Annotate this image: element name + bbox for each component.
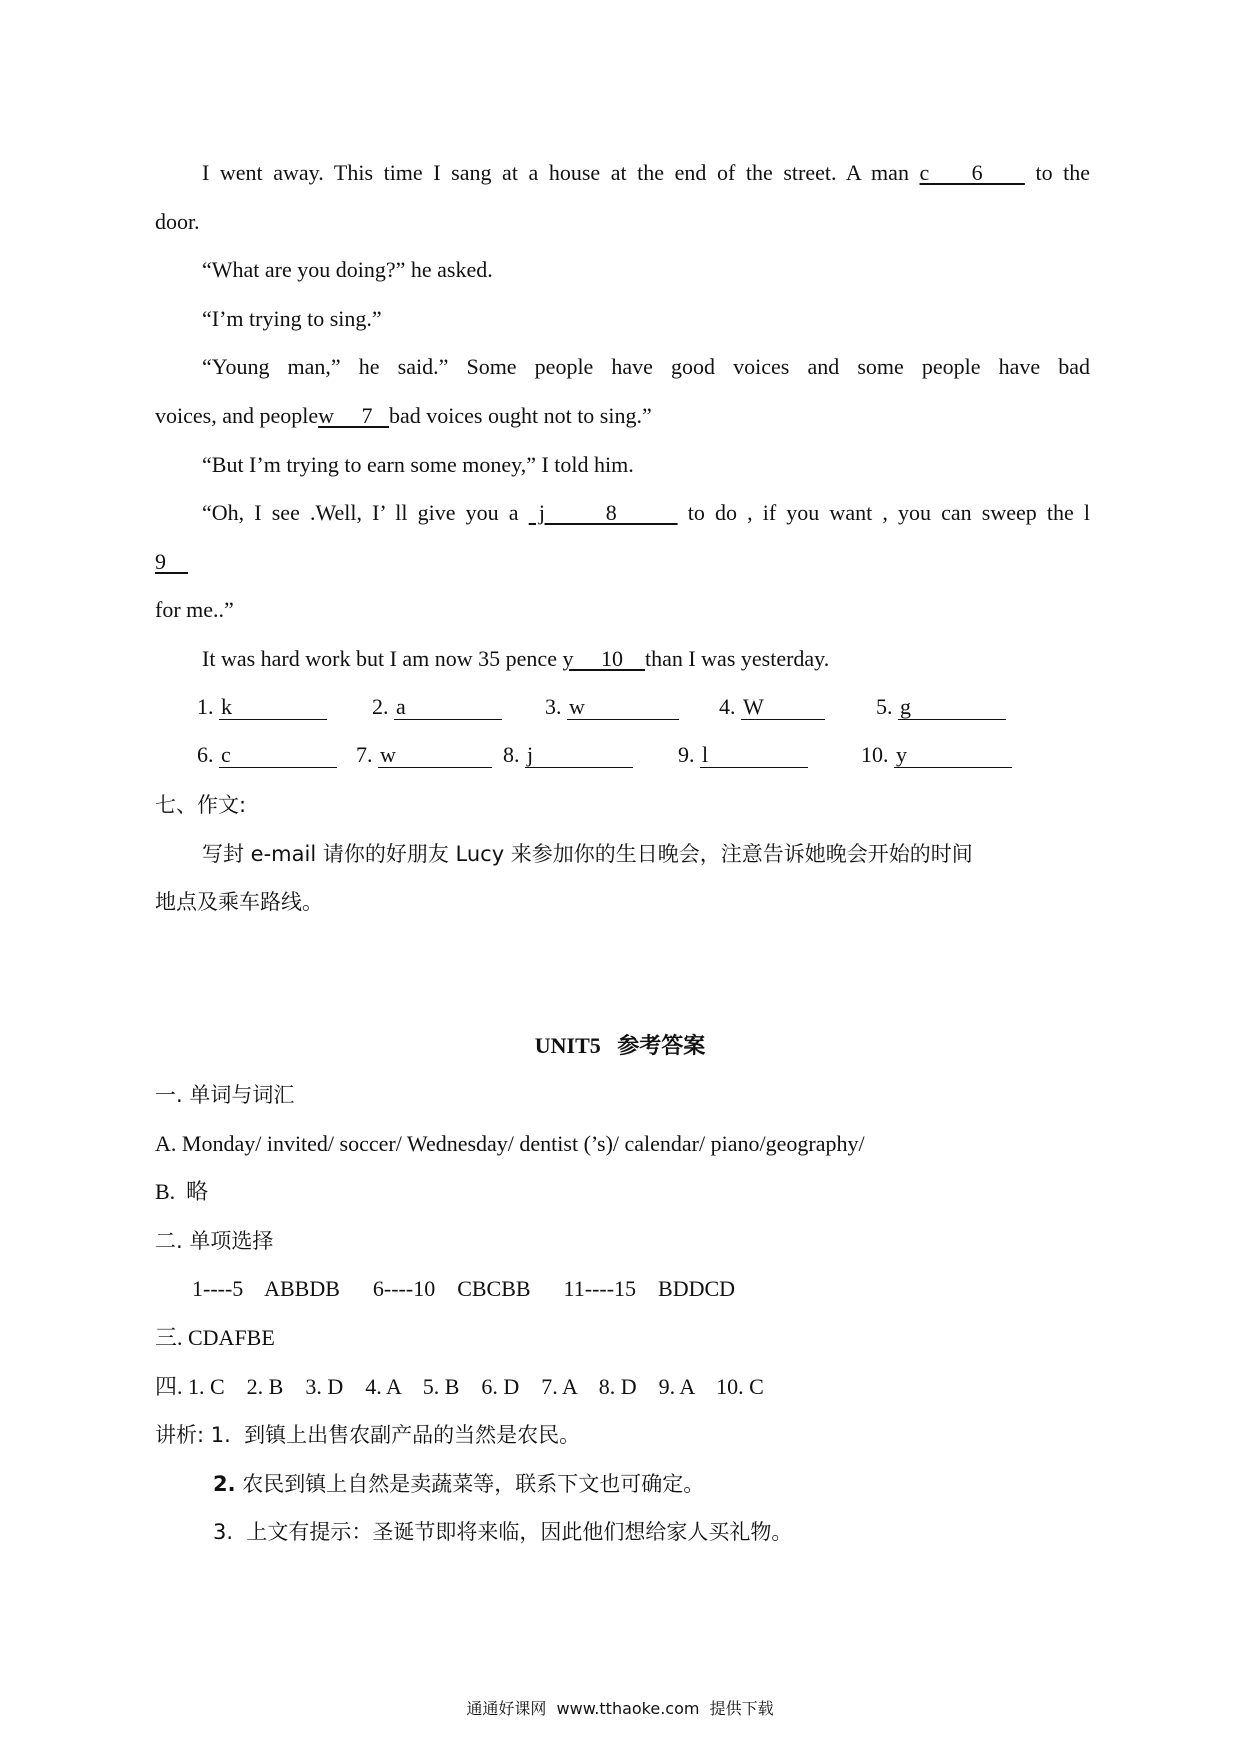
passage-line-8: “Oh, I see .Well, I’ ll give you a j 8 to do , if you want , you can sweep the l xyxy=(202,500,1091,525)
passage-line-11: It was hard work but I am now 35 pence y 10 than I was yesterday. xyxy=(202,646,830,671)
page-footer: 通通好课网 www.tthaoke.com 提供下载 xyxy=(466,1699,774,1718)
answer-blank-2: 2. a xyxy=(372,692,502,722)
answers-section-2-line: 1----5 ABBDB 6----10 CBCBB 11----15 BDDCD xyxy=(192,1276,736,1301)
answer-blank-9: 9. l xyxy=(678,740,808,770)
passage-line-10: for me..” xyxy=(155,597,234,622)
answer-blank-7: 7. w xyxy=(356,740,492,770)
answer-blank-5: 5. g xyxy=(876,692,1006,722)
answers-note-1: 讲析: 1. 到镇上出售农副产品的当然是农民。 xyxy=(155,1423,581,1447)
answers-section-4: 四. 1. C 2. B 3. D 4. A 5. B 6. D 7. A 8. D 9. A 10. C xyxy=(155,1374,764,1399)
blank-9: 9 xyxy=(155,549,188,574)
answers-note-3: 3. 上文有提示：圣诞节即将来临，因此他们想给家人买礼物。 xyxy=(213,1520,793,1544)
answer-blank-10: 10. y xyxy=(861,740,1012,770)
passage-line-5: “Young man,” he said.” Some people have good voices and some people have bad xyxy=(202,354,1090,379)
answers-section-3: 三. CDAFBE xyxy=(155,1325,275,1350)
composition-heading: 七、作文: xyxy=(155,793,247,817)
answers-section-1-b: B. 略 xyxy=(155,1179,209,1204)
answer-blank-1: 1. k xyxy=(197,692,327,722)
answers-section-1-heading: 一. 单词与词汇 xyxy=(155,1083,295,1107)
passage-line-4: “I’m trying to sing.” xyxy=(202,306,382,331)
answer-blank-8: 8. j xyxy=(503,740,633,770)
passage-line-6: voices, and peoplew 7 bad voices ought not to sing.” xyxy=(155,403,652,428)
blank-7: w 7 xyxy=(318,403,389,428)
answer-blank-6: 6. c xyxy=(197,740,337,770)
blank-6: c 6 xyxy=(919,160,1025,185)
answer-blank-3: 3. w xyxy=(545,692,679,722)
passage-line-2: door. xyxy=(155,209,200,234)
answers-title: UNIT5 参考答案 xyxy=(534,1033,706,1058)
composition-line-2: 地点及乘车路线。 xyxy=(155,890,323,914)
passage-line-7: “But I’m trying to earn some money,” I told him. xyxy=(202,452,634,477)
passage-line-9 xyxy=(155,547,188,577)
blank-10: y 10 xyxy=(562,646,645,671)
passage-line-3: “What are you doing?” he asked. xyxy=(202,257,493,282)
answers-section-1-a: A. Monday/ invited/ soccer/ Wednesday/ dentist (’s)/ calendar/ piano/geography/ xyxy=(155,1131,865,1156)
answer-blank-4: 4. W xyxy=(719,692,825,722)
passage-line-1: I went away. This time I sang at a house at the end of the street. A man c 6 to the xyxy=(202,160,1091,185)
answers-section-2-heading: 二. 单项选择 xyxy=(155,1229,274,1253)
blank-8: j 8 xyxy=(528,500,678,525)
composition-line-1: 写封 e-mail 请你的好朋友 Lucy 来参加你的生日晚会，注意告诉她晚会开始的时间 xyxy=(202,842,973,866)
answers-note-2: 2. 农民到镇上自然是卖蔬菜等，联系下文也可确定。 xyxy=(213,1472,705,1496)
